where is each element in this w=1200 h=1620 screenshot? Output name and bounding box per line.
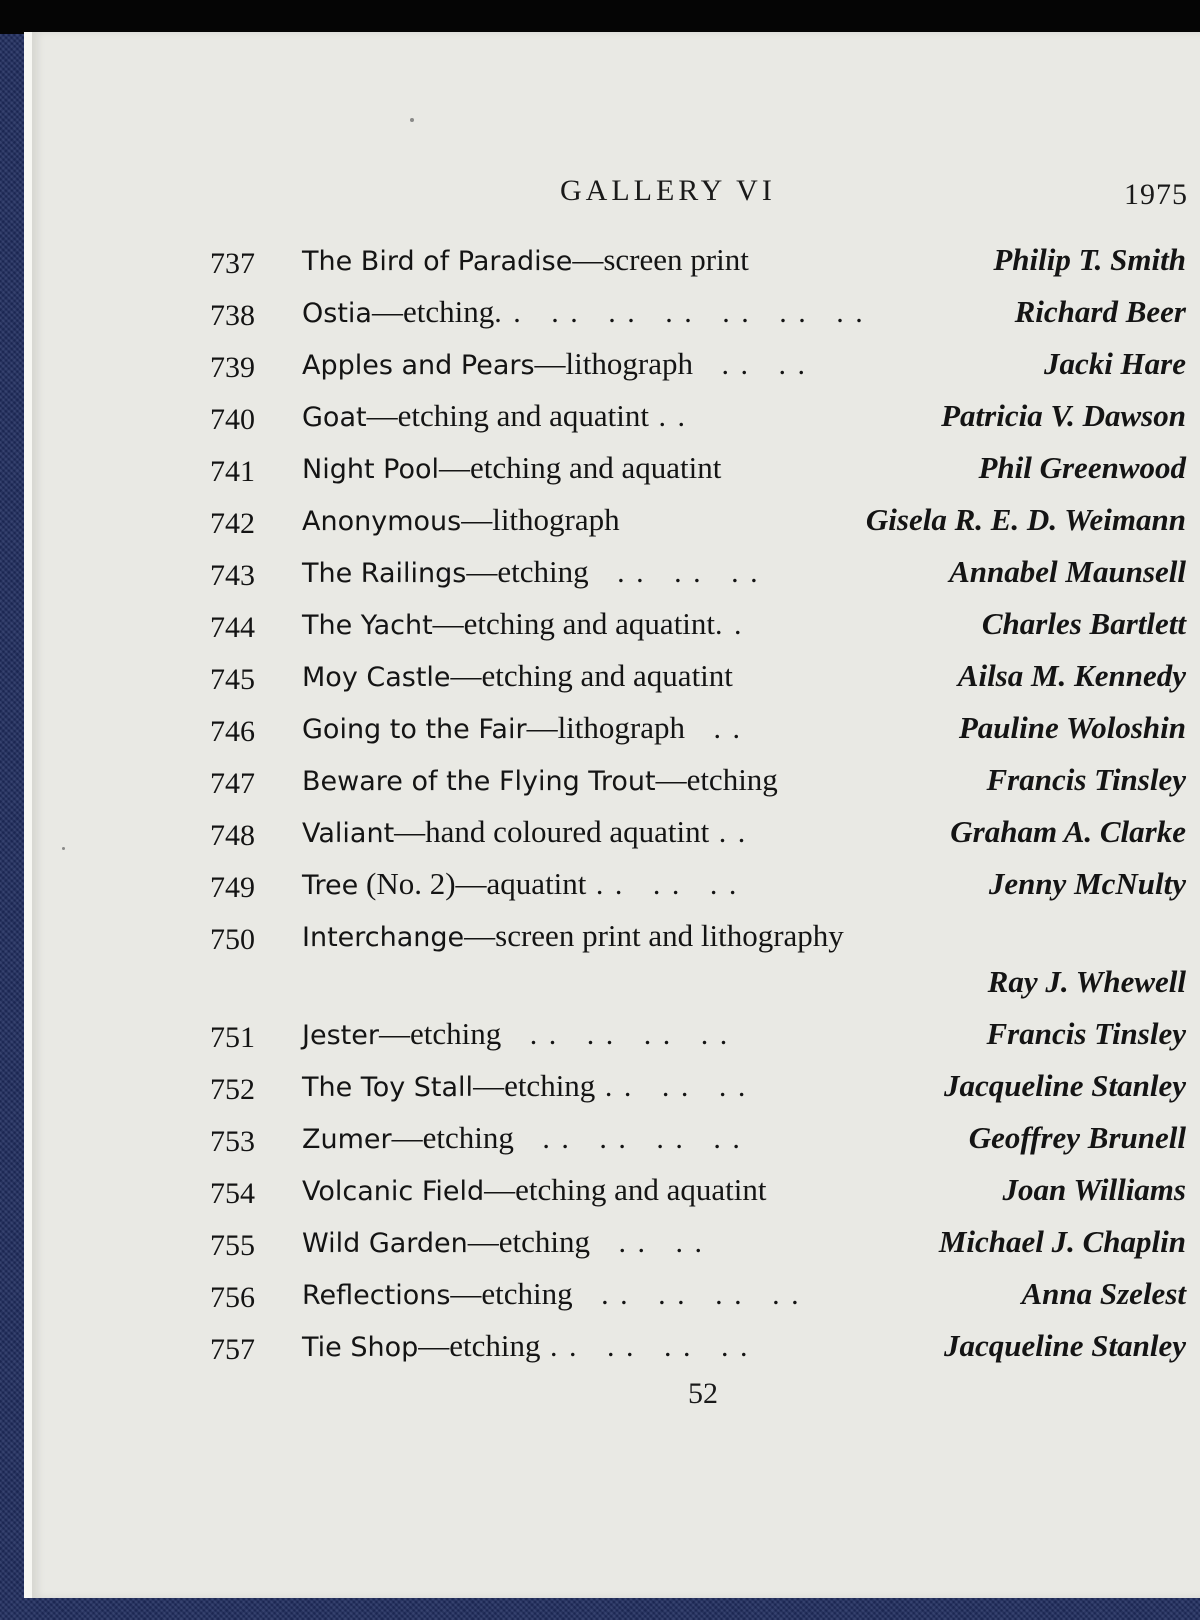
entry-number: 751	[210, 1021, 255, 1054]
entry-number: 748	[210, 819, 255, 852]
entry-title-line	[302, 650, 733, 704]
work-medium: —lithograph	[526, 710, 685, 745]
work-medium: —hand coloured aquatint	[394, 814, 710, 849]
dot-leaders: . . . . . . . .	[513, 1122, 742, 1155]
catalogue-entry	[210, 494, 1186, 546]
catalogue-entry	[210, 442, 1186, 494]
artist-name: Pauline Woloshin	[958, 710, 1186, 745]
entry-title-line	[302, 1008, 729, 1062]
artist-name: Jenny McNulty	[988, 866, 1186, 901]
dot-leaders: . .	[709, 816, 748, 849]
work-medium: —lithograph	[461, 502, 620, 537]
artist-name: Joan Williams	[1002, 1172, 1186, 1207]
catalogue-entry	[210, 1060, 1186, 1112]
top-edge-shadow	[0, 0, 1200, 34]
catalogue-entry	[210, 806, 1186, 858]
artist-name: Patricia V. Dawson	[941, 398, 1186, 433]
work-medium: (No. 2)—aquatint	[358, 866, 587, 901]
work-medium: —screen print and lithography	[464, 918, 844, 953]
dot-leaders: . . . .	[590, 1226, 705, 1259]
entry-title-line	[302, 910, 844, 964]
dot-leaders: . . . . . . . .	[572, 1278, 801, 1311]
catalogue-entry	[210, 650, 1186, 702]
entry-number: 740	[210, 403, 255, 436]
dot-leaders: . . . . . .	[586, 868, 739, 901]
paper-fleck	[62, 847, 65, 850]
work-medium: —etching	[467, 1224, 591, 1259]
entry-title-line	[302, 494, 620, 548]
entry-number: 744	[210, 611, 255, 644]
work-medium: —etching and aquatint	[438, 450, 722, 485]
page-year: 1975	[1124, 178, 1188, 211]
work-title: Jester	[302, 1020, 379, 1051]
dot-leaders: . .	[684, 712, 742, 745]
catalogue-entry	[210, 390, 1186, 442]
dot-leaders: . . . . . .	[588, 556, 760, 589]
catalogue-entry	[210, 338, 1186, 390]
entry-title-line	[302, 702, 742, 756]
work-medium: —etching	[418, 1328, 541, 1363]
work-medium: —etching	[450, 1276, 573, 1311]
entry-number: 742	[210, 507, 255, 540]
work-medium: —etching	[371, 294, 495, 329]
work-medium: —etching	[378, 1016, 502, 1051]
entry-number: 749	[210, 871, 255, 904]
work-title: Apples and Pears	[302, 350, 535, 381]
entry-title-line	[302, 1164, 767, 1218]
entry-title-line	[302, 442, 721, 496]
work-title: Night Pool	[302, 454, 439, 485]
work-title: Volcanic Field	[302, 1176, 485, 1207]
work-medium: —etching	[391, 1120, 514, 1155]
artist-name: Gisela R. E. D. Weimann	[865, 502, 1186, 537]
entry-number: 737	[210, 247, 255, 280]
work-title: Moy Castle	[302, 662, 451, 693]
catalogue-entry	[210, 1268, 1186, 1320]
work-medium: —screen print	[572, 242, 749, 277]
work-title: Tree	[302, 870, 359, 901]
work-medium: —etching and aquatint	[450, 658, 733, 693]
entry-number: 741	[210, 455, 255, 488]
dot-leaders: . .	[648, 400, 687, 433]
paper-fleck	[410, 118, 414, 122]
work-title: Tie Shop	[302, 1332, 419, 1363]
entry-number: 743	[210, 559, 255, 592]
entry-title-line	[302, 1268, 801, 1322]
entry-number: 756	[210, 1281, 255, 1314]
entry-title-line	[302, 1216, 704, 1270]
entry-number: 745	[210, 663, 255, 696]
dot-leaders: . . . .	[692, 348, 807, 381]
work-title: Anonymous	[302, 506, 462, 537]
work-medium: —etching	[473, 1068, 596, 1103]
work-medium: —etching	[655, 762, 778, 797]
entry-number: 738	[210, 299, 255, 332]
work-title: The Yacht	[302, 610, 433, 641]
artist-name: Francis Tinsley	[986, 1016, 1186, 1051]
entry-number: 755	[210, 1229, 255, 1262]
work-title: Reflections	[302, 1280, 451, 1311]
artist-name: Richard Beer	[1014, 294, 1186, 329]
artist-name: Francis Tinsley	[986, 762, 1186, 797]
entry-number: 750	[210, 923, 255, 956]
dot-leaders: . . . . . . . .	[540, 1330, 750, 1363]
gallery-title: GALLERY VI	[560, 174, 776, 207]
catalogue-entry	[210, 286, 1186, 338]
entry-title-line	[302, 754, 778, 808]
artist-name: Annabel Maunsell	[949, 554, 1186, 589]
artist-name: Anna Szelest	[1021, 1276, 1186, 1311]
entry-title-line	[302, 598, 744, 652]
page-header	[32, 174, 1200, 214]
entry-title-line	[302, 858, 738, 912]
work-title: The Railings	[302, 558, 467, 589]
work-title: Interchange	[302, 922, 465, 953]
artist-name: Jacqueline Stanley	[944, 1328, 1186, 1363]
artist-name: Charles Bartlett	[981, 606, 1186, 641]
entry-title-line	[302, 1112, 742, 1166]
entry-number: 753	[210, 1125, 255, 1158]
work-title: Beware of the Flying Trout	[302, 766, 656, 797]
catalogue-entry	[210, 1008, 1186, 1060]
catalogue-page	[24, 32, 1200, 1598]
entry-number: 752	[210, 1073, 255, 1106]
dot-leaders: . .	[715, 608, 744, 641]
page-number: 52	[688, 1377, 718, 1410]
artist-name: Jacqueline Stanley	[944, 1068, 1186, 1103]
catalogue-entry	[210, 910, 1186, 1008]
artist-name: Philip T. Smith	[993, 242, 1186, 277]
work-title: Ostia	[302, 298, 372, 329]
work-title: Wild Garden	[302, 1228, 468, 1259]
catalogue-list	[210, 234, 1186, 1372]
entry-title-line	[302, 286, 865, 340]
catalogue-entry	[210, 234, 1186, 286]
entry-title-line	[302, 546, 760, 600]
dot-leaders: . . . . . . . .	[501, 1018, 730, 1051]
work-medium: —etching and aquatint	[366, 398, 649, 433]
work-title: The Bird of Paradise	[302, 246, 573, 277]
entry-title-line	[302, 390, 687, 444]
entry-number: 754	[210, 1177, 255, 1210]
entry-number: 747	[210, 767, 255, 800]
catalogue-entry	[210, 858, 1186, 910]
catalogue-entry	[210, 1112, 1186, 1164]
artist-name: Jacki Hare	[1043, 346, 1186, 381]
catalogue-entry	[210, 702, 1186, 754]
entry-number: 746	[210, 715, 255, 748]
work-medium: —etching and aquatint	[432, 606, 716, 641]
entry-number: 739	[210, 351, 255, 384]
work-title: Going to the Fair	[302, 714, 527, 745]
catalogue-entry	[210, 1320, 1186, 1372]
artist-name: Ailsa M. Kennedy	[957, 658, 1186, 693]
entry-number: 757	[210, 1333, 255, 1366]
work-medium: —etching	[466, 554, 589, 589]
catalogue-entry	[210, 598, 1186, 650]
artist-name: Ray J. Whewell	[987, 964, 1186, 999]
dot-leaders: . . . . . . . . . . . . . .	[494, 296, 865, 329]
artist-name: Graham A. Clarke	[950, 814, 1186, 849]
work-title: The Toy Stall	[302, 1072, 474, 1103]
work-title: Goat	[302, 402, 367, 433]
work-medium: —etching and aquatint	[484, 1172, 767, 1207]
artist-name: Michael J. Chaplin	[938, 1224, 1186, 1259]
entry-title-line	[302, 338, 807, 392]
entry-title-line	[302, 806, 747, 860]
entry-title-line	[302, 234, 749, 288]
work-title: Zumer	[302, 1124, 392, 1155]
catalogue-entry	[210, 754, 1186, 806]
artist-name: Geoffrey Brunell	[968, 1120, 1186, 1155]
entry-title-line	[302, 1320, 750, 1374]
entry-title-line	[302, 1060, 747, 1114]
dot-leaders: . . . . . .	[595, 1070, 748, 1103]
artist-name: Phil Greenwood	[978, 450, 1186, 485]
catalogue-entry	[210, 1164, 1186, 1216]
catalogue-entry	[210, 546, 1186, 598]
work-medium: —lithograph	[534, 346, 693, 381]
catalogue-entry	[210, 1216, 1186, 1268]
work-title: Valiant	[302, 818, 395, 849]
